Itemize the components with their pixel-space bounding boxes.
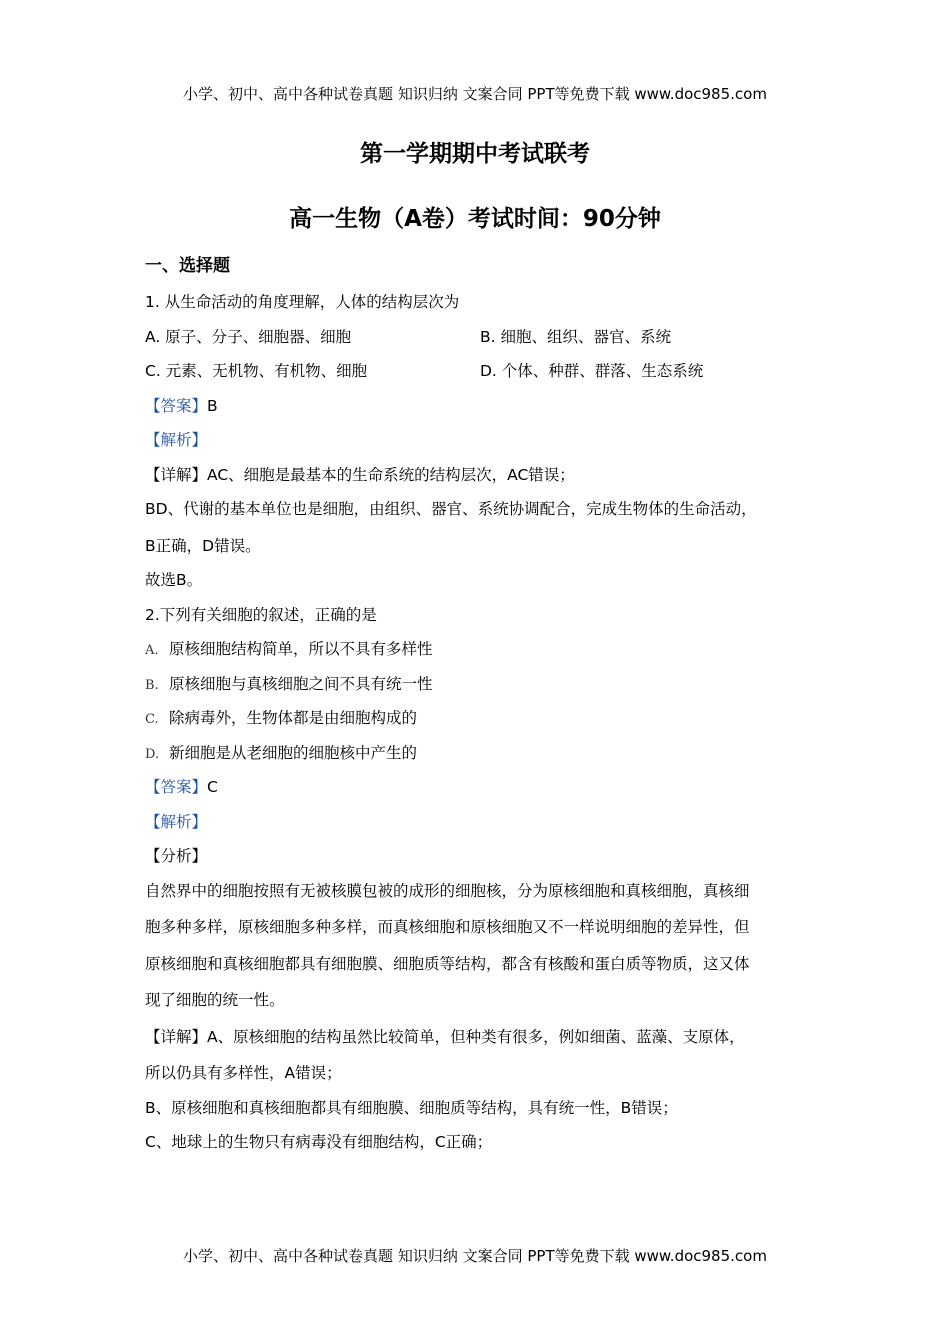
q1-option-c: C. 元素、无机物、有机物、细胞 [145,362,368,380]
answer-value: C [207,778,218,796]
option-letter: D. [145,746,160,762]
exam-subtitle: 高一生物（A卷）考试时间：90分钟 [289,206,661,232]
option-letter: B. [145,677,159,693]
q1-stem: 1. 从生命活动的角度理解，人体的结构层次为 [145,293,460,311]
option-text: 原核细胞结构简单，所以不具有多样性 [169,640,433,658]
q2-analysis-para-4: 现了细胞的统一性。 [145,991,285,1009]
q1-options-row-2 [145,357,815,392]
q2-stem: 2.下列有关细胞的叙述，正确的是 [145,605,377,624]
page-header: 小学、初中、高中各种试卷真题 知识归纳 文案合同 PPT等免费下载 www.doc985.com [183,85,767,103]
q1-detail: 【详解】AC、细胞是最基本的生命系统的结构层次，AC错误； [145,465,575,484]
q2-answer [145,773,815,808]
q2-analysis-para-2: 胞多种多样，原核细胞多种多样，而真核细胞和原核细胞又不一样说明细胞的差异性，但 [145,918,750,936]
q1-analysis-label: 【解析】 [145,431,208,449]
q2-detail-4: C、地球上的生物只有病毒没有细胞结构，C正确； [145,1133,493,1151]
option-text: 原核细胞与真核细胞之间不具有统一性 [169,674,433,693]
answer-label: 【答案】 [145,396,208,415]
q1-detail-2b: B正确，D错误。 [145,536,261,555]
q2-option-a [145,635,815,670]
q1-detail-2a: BD、代谢的基本单位也是细胞，由组织、器官、系统协调配合，完成生物体的生命活动， [145,500,757,518]
document-body [145,252,815,1163]
q1-choice: 故选B。 [145,571,203,589]
option-letter: A. [145,643,159,658]
option-text: 除病毒外，生物体都是由细胞构成的 [169,709,418,727]
q1-options-row-1 [145,323,815,358]
q2-fenxi-label: 【分析】 [145,847,208,865]
answer-value: B [207,396,218,415]
page-footer: 小学、初中、高中各种试卷真题 知识归纳 文案合同 PPT等免费下载 www.doc985.com [183,1247,767,1265]
answer-label: 【答案】 [145,778,208,796]
q2-option-b [145,670,815,705]
section-heading: 一、选择题 [145,256,230,276]
q2-analysis-para-3: 原核细胞和真核细胞都具有细胞膜、细胞质等结构，都含有核酸和蛋白质等物质，这又体 [145,954,750,973]
q2-detail-2: 所以仍具有多样性，A错误； [145,1064,342,1082]
q2-option-d [145,739,815,774]
q1-answer [145,392,815,427]
q2-detail-1: 【详解】A、原核细胞的结构虽然比较简单，但种类有很多，例如细菌、蓝藻、支原体， [145,1027,745,1046]
q1-option-d: D. 个体、种群、群落、生态系统 [480,362,704,380]
q2-analysis-para-1: 自然界中的细胞按照有无被核膜包被的成形的细胞核，分为原核细胞和真核细胞，真核细 [145,881,750,900]
q1-option-a: A. 原子、分子、细胞器、细胞 [145,327,352,346]
q1-option-b: B. 细胞、组织、器官、系统 [480,327,671,346]
q2-detail-3: B、原核细胞和真核细胞都具有细胞膜、细胞质等结构，具有统一性，B错误； [145,1098,678,1117]
exam-title: 第一学期期中考试联考 [360,141,590,167]
q2-analysis-label: 【解析】 [145,812,208,831]
q2-option-c [145,704,815,739]
option-text: 新细胞是从老细胞的细胞核中产生的 [169,743,418,762]
option-letter: C. [145,712,159,727]
